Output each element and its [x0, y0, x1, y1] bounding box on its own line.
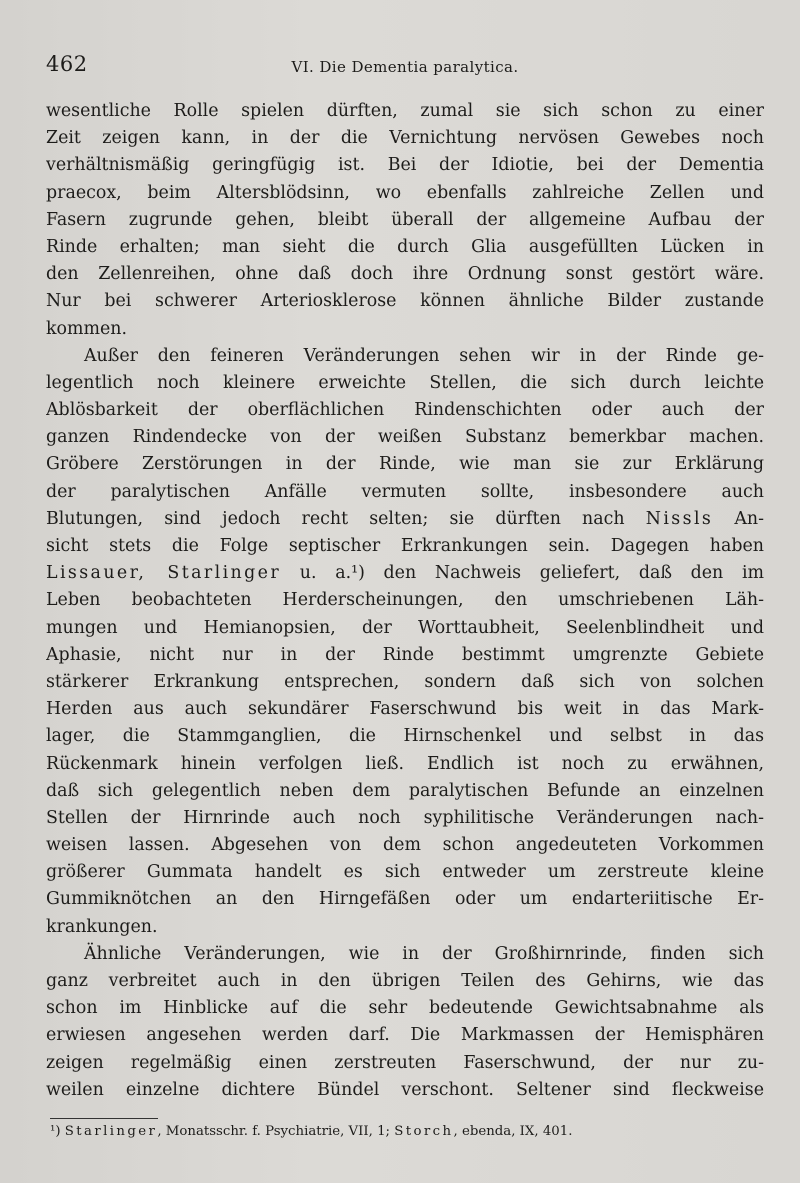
text-line: Zeit zeigen kann, in der die Vernichtung nervösen Gewebes noch	[46, 128, 764, 149]
text-line: Fasern zugrunde gehen, bleibt überall der allgemeine Aufbau der	[46, 209, 764, 230]
text-line: Gröbere Zerstörungen in der Rinde, wie man sie zur Erklärung	[46, 454, 764, 475]
footnote	[50, 1122, 764, 1142]
text-line: Leben beobachteten Herderscheinungen, den umschriebenen Läh-	[46, 590, 764, 611]
text-fragment: An-	[734, 508, 764, 529]
text-fragment: Blutungen, sind jedoch recht selten; sie dürften nach	[46, 508, 625, 529]
footnote-author: Storch	[394, 1124, 454, 1139]
text-line: Ähnliche Veränderungen, wie in der Großhirnrinde, finden sich	[84, 943, 764, 964]
footnote-reference: , Monatsschr. f. Psychiatrie, VII, 1;	[157, 1124, 391, 1139]
text-line: größerer Gummata handelt es sich entweder um zerstreute kleine	[46, 862, 764, 883]
text-line: Aphasie, nicht nur in der Rinde bestimmt umgrenzte Gebiete	[46, 644, 764, 665]
text-line: Rinde erhalten; man sieht die durch Glia ausgefüllten Lücken in	[46, 236, 764, 257]
footnote-reference: , ebenda, IX, 401.	[453, 1124, 573, 1139]
text-line: wesentliche Rolle spielen dürften, zumal sie sich schon zu einer	[46, 101, 764, 121]
text-line: kommen.	[46, 318, 128, 339]
text-line: Stellen der Hirnrinde auch noch syphilitische Veränderungen nach-	[46, 807, 764, 828]
text-line: Rückenmark hinein verfolgen ließ. Endlich ist noch zu erwähnen,	[46, 753, 764, 774]
text-line: daß sich gelegentlich neben dem paralytischen Befunde an einzelnen	[46, 780, 764, 801]
footnote-divider	[50, 1118, 158, 1119]
text-line	[46, 560, 764, 587]
text-line: weilen einzelne dichtere Bündel verschont. Seltener sind fleckweise	[46, 1079, 764, 1100]
text-line: der paralytischen Anfälle vermuten sollte, insbesondere auch	[46, 481, 764, 502]
text-line: ganzen Rindendecke von der weißen Substanz bemerkbar machen.	[46, 427, 764, 448]
text-line: krankungen.	[46, 916, 158, 937]
text-line: mungen und Hemianopsien, der Worttaubheit, Seelenblindheit und	[46, 617, 764, 638]
text-line: lager, die Stammganglien, die Hirnschenkel und selbst in das	[46, 726, 764, 747]
text-line: schon im Hinblicke auf die sehr bedeutende Gewichtsabnahme als	[46, 998, 764, 1019]
text-line: Herden aus auch sekundärer Faserschwund bis weit in das Mark-	[46, 699, 764, 720]
text-fragment: u. a.¹) den Nachweis geliefert, daß den im	[299, 563, 764, 584]
footnote-marker: ¹)	[50, 1124, 61, 1139]
text-line: verhältnismäßig geringfügig ist. Bei der Idiotie, bei der Dementia	[46, 155, 764, 176]
running-title: VI. Die Dementia paralytica.	[291, 58, 519, 76]
text-line: Außer den feineren Veränderungen sehen wir in der Rinde ge-	[84, 345, 764, 366]
text-line: erwiesen angesehen werden darf. Die Markmassen der Hemisphären	[46, 1025, 764, 1046]
text-line: den Zellenreihen, ohne daß doch ihre Ordnung sonst gestört wäre.	[46, 264, 764, 285]
text-line: Nur bei schwerer Arteriosklerose können ähnliche Bilder zustande	[46, 291, 764, 312]
body-text	[46, 98, 764, 1104]
page-number: 462	[46, 52, 88, 76]
text-line: sicht stets die Folge septischer Erkrankungen sein. Dagegen haben	[46, 536, 764, 556]
text-line: weisen lassen. Abgesehen von dem schon angedeuteten Vorkommen	[46, 835, 764, 856]
page-header	[46, 52, 764, 86]
text-line: zeigen regelmäßig einen zerstreuten Faserschwund, der nur zu-	[46, 1052, 764, 1073]
footnote-author: Starlinger	[64, 1124, 158, 1139]
text-line: ganz verbreitet auch in den übrigen Teilen des Gehirns, wie das	[46, 971, 764, 991]
text-line	[46, 506, 764, 533]
text-line: praecox, beim Altersblödsinn, wo ebenfalls zahlreiche Zellen und	[46, 182, 764, 203]
text-line: Ablösbarkeit der oberflächlichen Rindenschichten oder auch der	[46, 400, 764, 421]
text-line: stärkerer Erkrankung entsprechen, sondern daß sich von solchen	[46, 671, 764, 692]
author-name: Nissls	[645, 508, 714, 529]
author-names: Lissauer, Starlinger	[46, 563, 282, 584]
text-line: Gummiknötchen an den Hirngefäßen oder um endarteriitische Er-	[46, 889, 764, 910]
text-line: legentlich noch kleinere erweichte Stellen, die sich durch leichte	[46, 372, 764, 393]
